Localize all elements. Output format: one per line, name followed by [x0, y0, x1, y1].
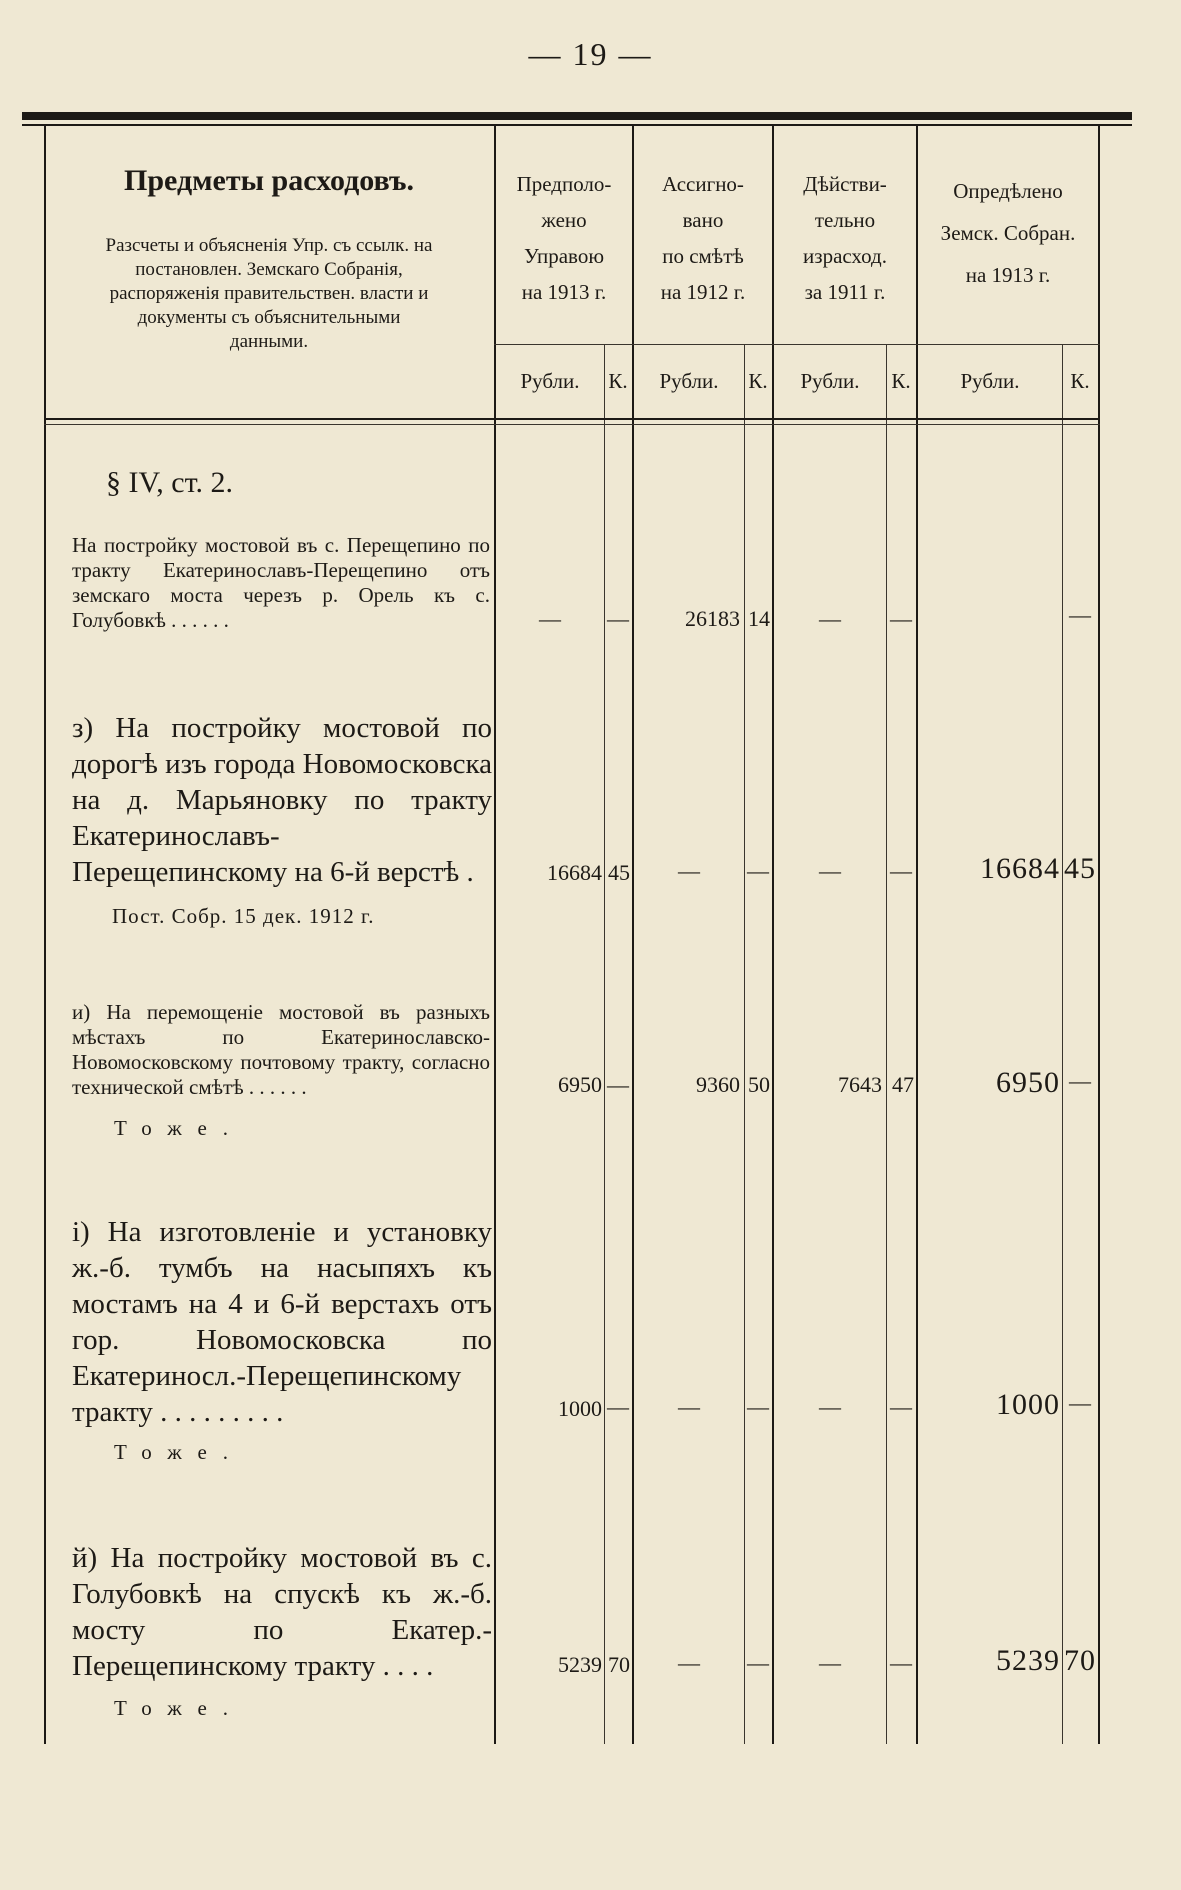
header-title: Предметы расходовъ.: [124, 164, 414, 197]
cell: —: [539, 606, 561, 631]
row-text: На постройку мостовой въ с. Перещепино по тракту Екатеринославъ-Перещепино отъ земскаго моста черезъ р. Орель къ с. Голубовкѣ . . . . . .: [72, 533, 490, 632]
kop-label: К.: [1070, 369, 1090, 393]
cell: 16684: [980, 852, 1060, 885]
rule: [44, 418, 1100, 420]
cell: —: [890, 1394, 912, 1419]
cell: —: [678, 858, 700, 883]
kop-label: К.: [748, 369, 768, 393]
cell: —: [890, 606, 912, 631]
cell: —: [607, 606, 629, 631]
cell: 47: [892, 1072, 914, 1097]
cell: —: [819, 1394, 841, 1419]
section-heading: § IV, ст. 2.: [106, 466, 233, 499]
cell: —: [1069, 602, 1091, 627]
cell: 45: [608, 860, 630, 885]
row-text: і) На изготовленіе и установку ж.-б. тумбъ на насыпяхъ къ мостамъ на 4 и 6-й верстахъ отъ гор. Новомосковска по Екатериносл.-Перещепинскому тракту . . . . . . . . .: [72, 1216, 492, 1428]
cell: —: [1069, 1068, 1091, 1093]
col-header-proposed: Предполо- жено Управою на 1913 г.: [516, 172, 612, 304]
budget-table: [44, 126, 1100, 1744]
row-text: з) На постройку мостовой по дорогѣ изъ города Новомосковска на д. Марьяновку по тракту Екатеринославъ-Перещепинскому на 6-й верстѣ .: [72, 712, 492, 888]
cell: —: [747, 858, 769, 883]
cell: 45: [1064, 852, 1096, 885]
page-number: — 19 —: [528, 36, 653, 72]
cell: —: [607, 1072, 629, 1097]
rub-label: Рубли.: [960, 369, 1020, 393]
row-note: Тоже.: [114, 1116, 245, 1140]
cell: 6950: [558, 1072, 602, 1097]
cell: —: [890, 858, 912, 883]
rule: [744, 344, 745, 1744]
rule: [886, 344, 887, 1744]
row-note: Тоже.: [114, 1440, 245, 1464]
rule: [604, 344, 605, 1744]
rule: [44, 126, 46, 1744]
cell: —: [819, 1650, 841, 1675]
rub-label: Рубли.: [520, 369, 580, 393]
row-note: Тоже.: [114, 1696, 245, 1720]
cell: —: [607, 1394, 629, 1419]
cell: 14: [748, 606, 770, 631]
cell: 6950: [996, 1066, 1060, 1099]
cell: —: [1069, 1390, 1091, 1415]
row-text: й) На постройку мостовой въ с. Голубовкѣ на спускѣ къ ж.-б. мосту по Екатер.-Перещепинскому тракту . . . .: [72, 1542, 492, 1682]
kop-label: К.: [608, 369, 628, 393]
top-rule: [22, 112, 1132, 120]
row-note: Пост. Собр. 15 дек. 1912 г.: [112, 904, 375, 928]
cell: 1000: [996, 1388, 1060, 1421]
rule: [44, 424, 1100, 425]
header-description: Разсчеты и объясненія Упр. съ ссылк. на постановлен. Земскаго Собранія, распоряженія правительствен. власти и документы съ объяснительными данными.: [105, 235, 433, 352]
rub-label: Рубли.: [800, 369, 860, 393]
cell: 9360: [696, 1072, 740, 1097]
cell: —: [747, 1394, 769, 1419]
cell: 26183: [685, 606, 740, 631]
rule: [1098, 126, 1100, 1744]
cell: —: [678, 1394, 700, 1419]
cell: —: [819, 858, 841, 883]
cell: 70: [1064, 1644, 1096, 1677]
cell: 50: [748, 1072, 770, 1097]
cell: 1000: [558, 1396, 602, 1421]
cell: —: [890, 1650, 912, 1675]
cell: 70: [608, 1652, 630, 1677]
col-header-assigned: Ассигно- вано по смѣтѣ на 1912 г.: [660, 172, 746, 304]
rule: [494, 344, 1100, 345]
kop-label: К.: [891, 369, 911, 393]
cell: 16684: [547, 860, 602, 885]
rub-label: Рубли.: [659, 369, 719, 393]
cell: —: [747, 1650, 769, 1675]
row-text: и) На перемощеніе мостовой въ разныхъ мѣстахъ по Екатеринославско-Новомосковскому почтовому тракту, согласно технической смѣтѣ . . . . . .: [72, 1000, 490, 1099]
rule: [1062, 344, 1063, 1744]
col-header-spent: Дѣйстви- тельно израсход. за 1911 г.: [803, 172, 887, 304]
cell: —: [678, 1650, 700, 1675]
col-header-determined: Опредѣлено Земск. Собран. на 1913 г.: [940, 179, 1076, 287]
cell: 7643: [838, 1072, 882, 1097]
cell: 5239: [996, 1644, 1060, 1677]
cell: 5239: [558, 1652, 602, 1677]
cell: —: [819, 606, 841, 631]
